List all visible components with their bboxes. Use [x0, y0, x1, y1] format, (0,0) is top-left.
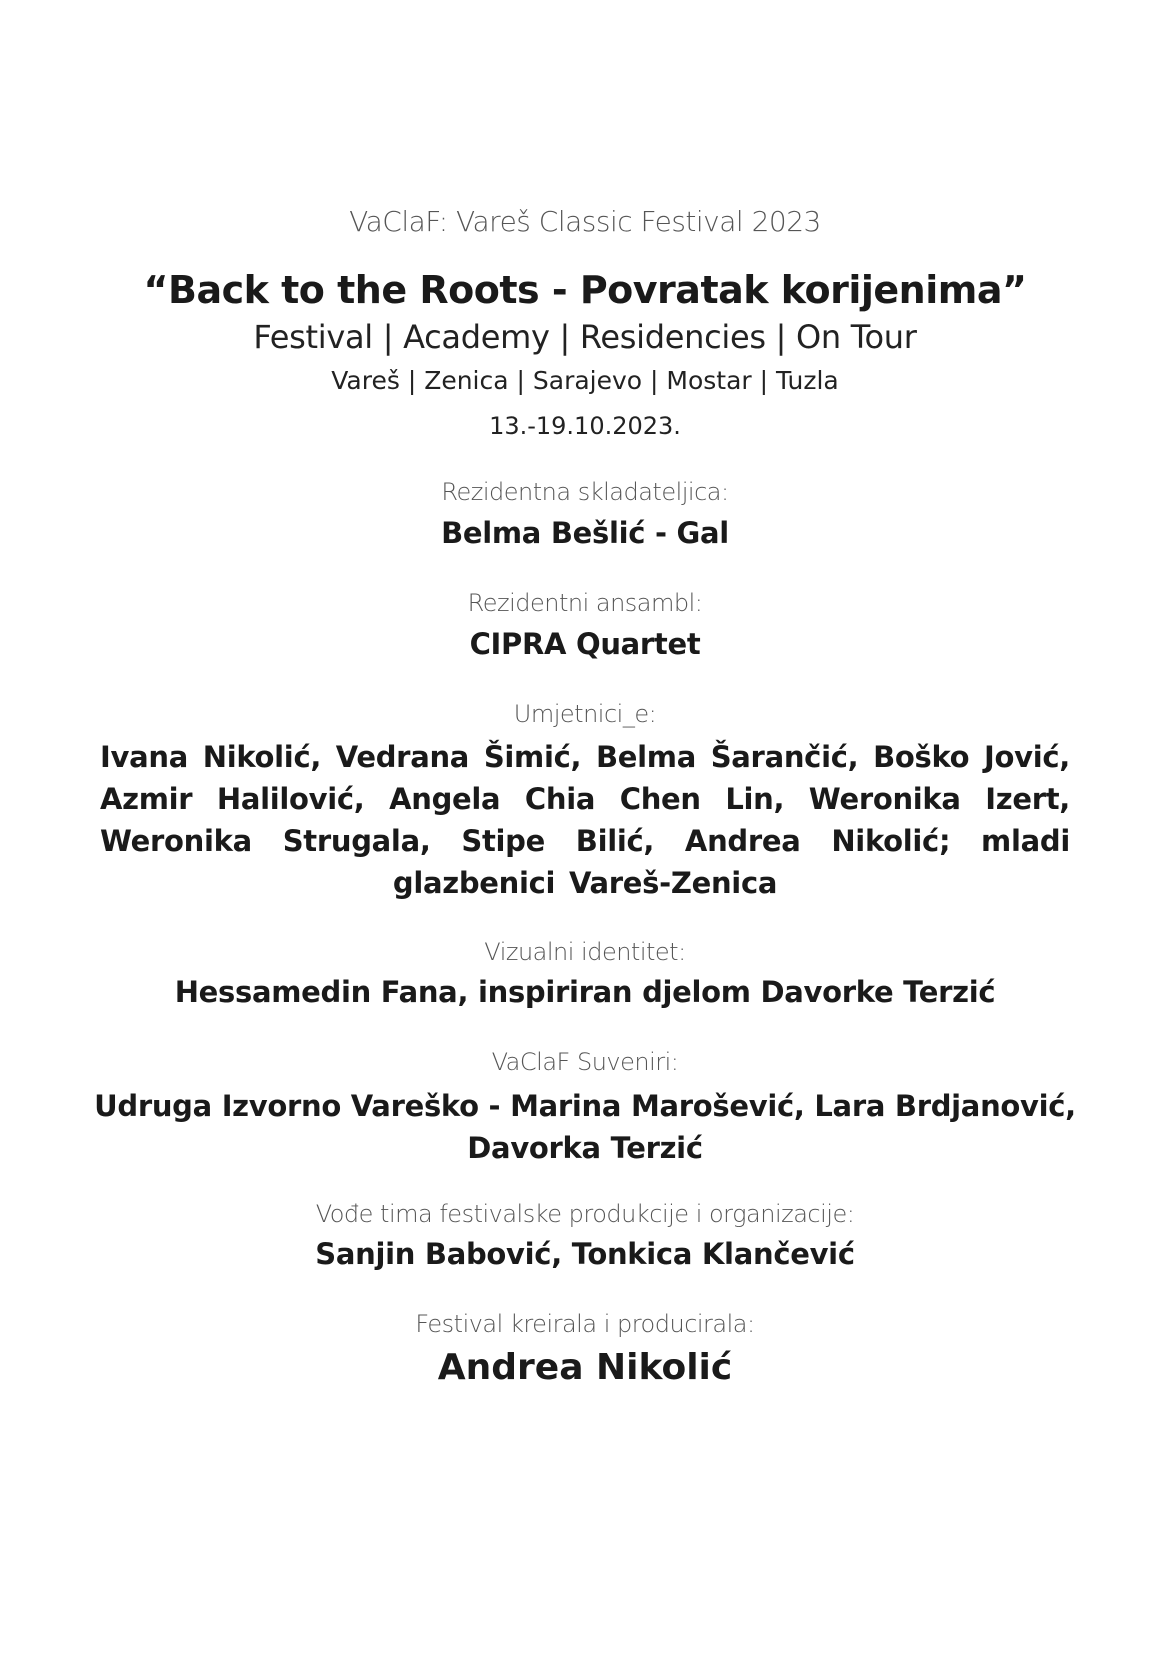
- credit-names-artists: Ivana Nikolić, Vedrana Šimić, Belma Šarančić, Boško Jović, Azmir Halilović, Angela Chia Chen Lin, Weronika Izert, Weronika Strugala, Stipe Bilić, Andrea Nikolić; mladi glazbenici Vareš-Zenica: [100, 740, 1070, 900]
- credit-names-production: Sanjin Babović, Tonkica Klančević: [315, 1237, 855, 1271]
- page-title: “Back to the Roots - Povratak korijenima”: [143, 268, 1027, 312]
- festival-cities: Vareš | Zenica | Sarajevo | Mostar | Tuzla: [331, 366, 839, 395]
- role-label-creator: Festival kreirala i producirala:: [415, 1310, 755, 1338]
- credit-names-visual-identity: Hessamedin Fana, inspiriran djelom Davorke Terzić: [174, 975, 996, 1009]
- credit-names-creator: Andrea Nikolić: [437, 1347, 733, 1388]
- credit-names-ensemble: CIPRA Quartet: [469, 627, 701, 661]
- role-label-ensemble: Rezidentni ansambl:: [467, 589, 703, 617]
- role-label-souvenirs: VaClaF Suveniri:: [491, 1048, 679, 1076]
- role-label-visual-identity: Vizualni identitet:: [484, 938, 686, 966]
- festival-dates: 13.-19.10.2023.: [489, 412, 681, 440]
- festival-subtitle: Festival | Academy | Residencies | On Tour: [253, 318, 917, 356]
- role-label-production: Vođe tima festivalske produkcije i organizacije:: [315, 1200, 855, 1228]
- credit-names-souvenirs: Udruga Izvorno Vareško - Marina Marošević, Lara Brdjanović, Davorka Terzić: [94, 1089, 1076, 1165]
- role-label-composer: Rezidentna skladateljica:: [441, 478, 729, 506]
- credit-names-composer: Belma Bešlić - Gal: [441, 516, 729, 550]
- role-label-artists: Umjetnici_e:: [513, 700, 657, 728]
- festival-name: VaClaF: Vareš Classic Festival 2023: [349, 205, 821, 238]
